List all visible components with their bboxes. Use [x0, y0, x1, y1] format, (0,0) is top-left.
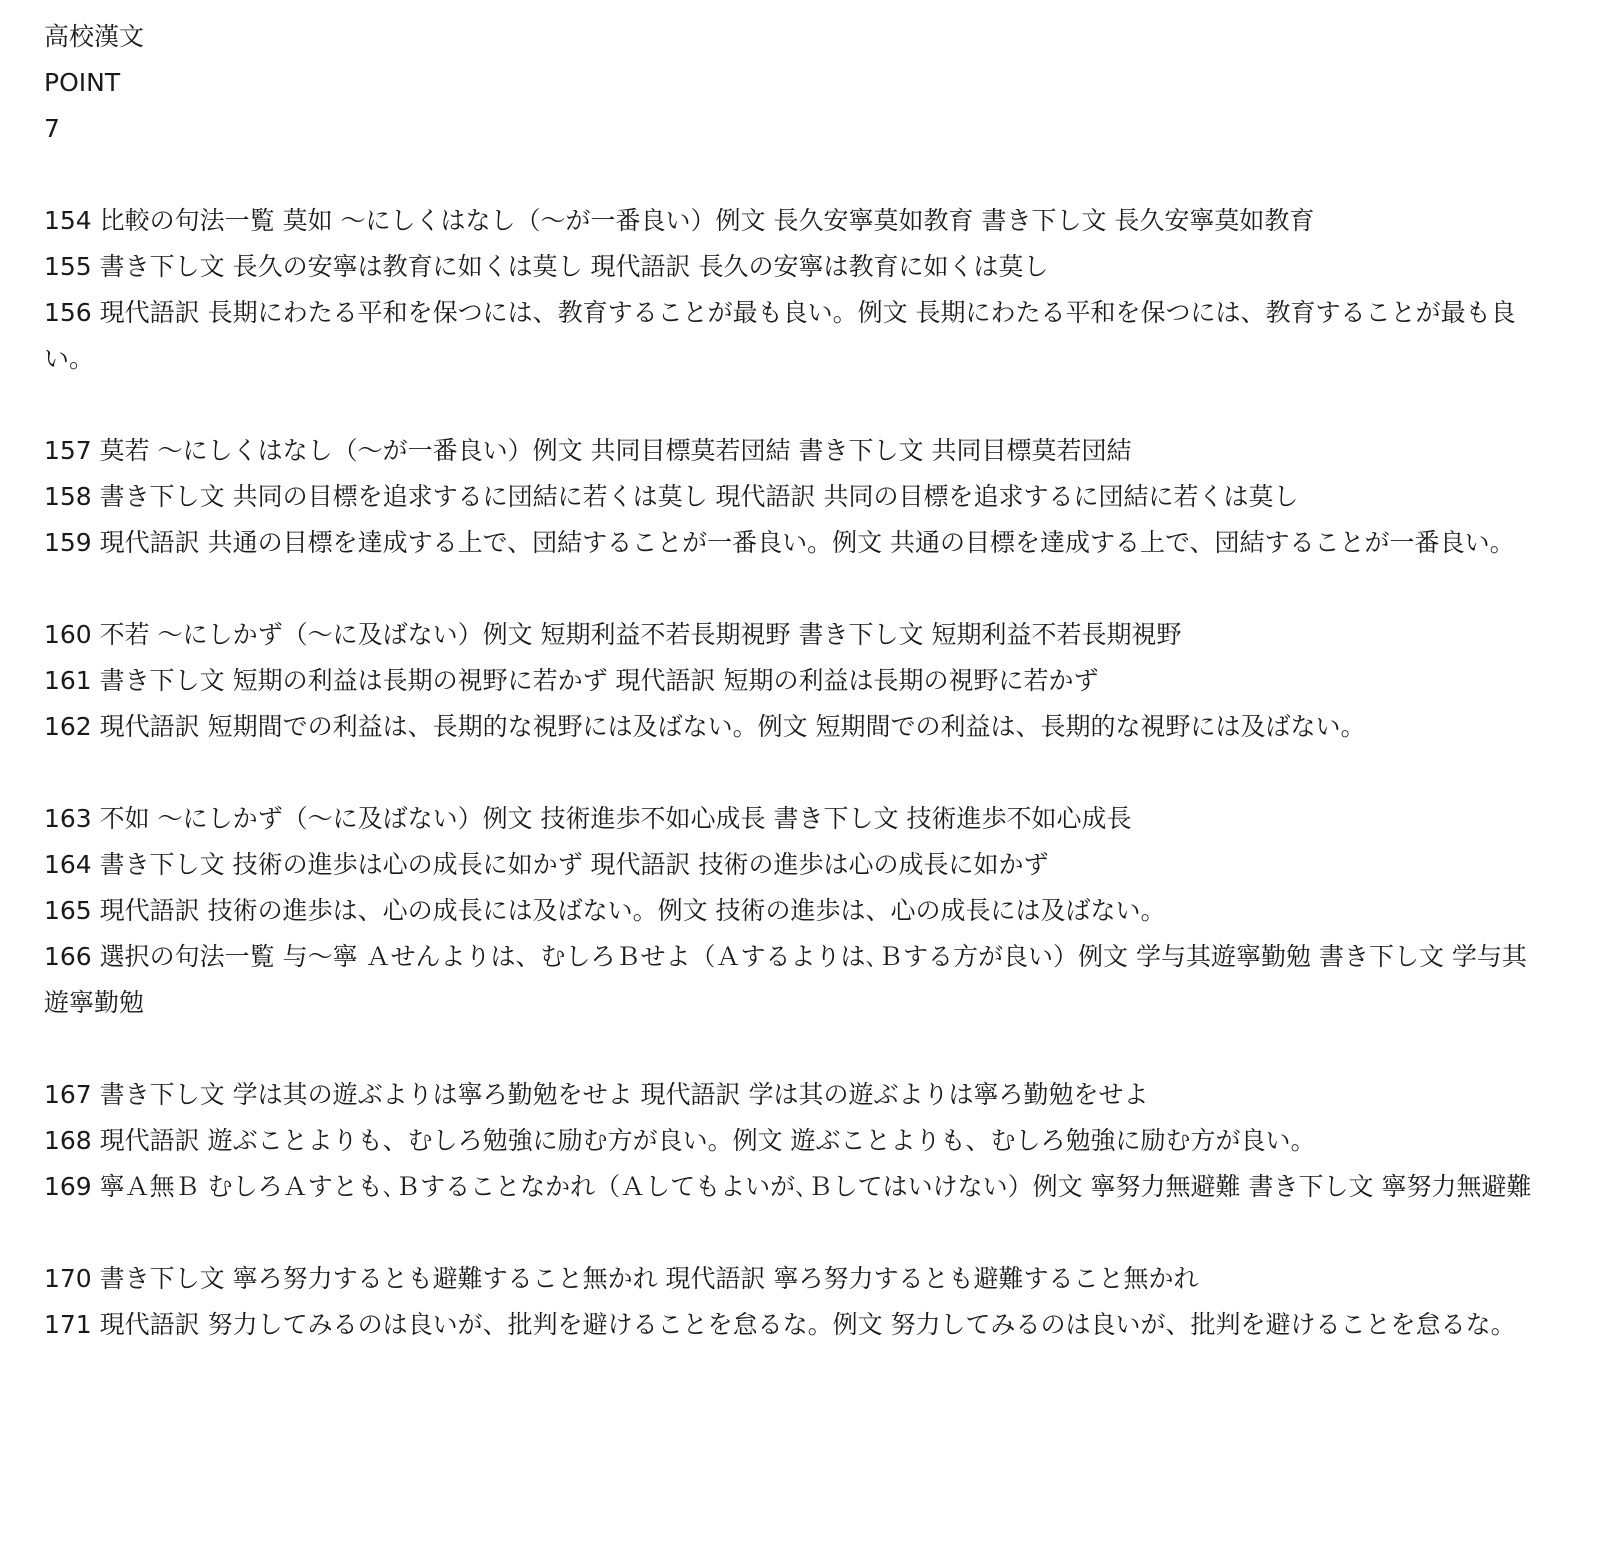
- entry-group-1: [44, 198, 1544, 382]
- point-label: POINT: [44, 68, 121, 97]
- entry-group-5: [44, 1072, 1544, 1210]
- entry-line: 170 書き下し文 寧ろ努力するとも避難すること無かれ 現代語訳 寧ろ努力するとも避難すること無かれ: [44, 1264, 1199, 1293]
- entry-group-4: [44, 796, 1544, 1026]
- entry-group-3: [44, 612, 1544, 750]
- entry-line: 154 比較の句法一覧 莫如 〜にしくはなし（〜が一番良い）例文 長久安寧莫如教育 書き下し文 長久安寧莫如教育: [44, 206, 1315, 235]
- entry-line: 167 書き下し文 学は其の遊ぶよりは寧ろ勤勉をせよ 現代語訳 学は其の遊ぶよりは寧ろ勤勉をせよ: [44, 1080, 1149, 1109]
- blank-line: [44, 152, 1600, 198]
- entry-line: 159 現代語訳 共通の目標を達成する上で、団結することが一番良い。例文 共通の目標を達成する上で、団結することが一番良い。: [44, 528, 1515, 557]
- blank-line: [44, 1026, 1544, 1072]
- entry-line: 156 現代語訳 長期にわたる平和を保つには、教育することが最も良い。例文 長期にわたる平和を保つには、教育することが最も良い。: [44, 298, 1516, 373]
- entry-line: 157 莫若 〜にしくはなし（〜が一番良い）例文 共同目標莫若団結 書き下し文 共同目標莫若団結: [44, 436, 1132, 465]
- entry-line: 168 現代語訳 遊ぶことよりも、むしろ勉強に励む方が良い。例文 遊ぶことよりも、むしろ勉強に励む方が良い。: [44, 1126, 1316, 1155]
- entry-line: 158 書き下し文 共同の目標を追求するに団結に若くは莫し 現代語訳 共同の目標を追求するに団結に若くは莫し: [44, 482, 1299, 511]
- blank-line: [44, 750, 1544, 796]
- subject-title: 高校漢文: [44, 22, 145, 51]
- entry-group-2: [44, 428, 1544, 566]
- entry-line: 171 現代語訳 努力してみるのは良いが、批判を避けることを怠るな。例文 努力してみるのは良いが、批判を避けることを怠るな。: [44, 1310, 1516, 1339]
- entry-list: [44, 198, 1544, 1348]
- entry-line: 163 不如 〜にしかず（〜に及ばない）例文 技術進歩不如心成長 書き下し文 技術進歩不如心成長: [44, 804, 1132, 833]
- entry-line: 160 不若 〜にしかず（〜に及ばない）例文 短期利益不若長期視野 書き下し文 短期利益不若長期視野: [44, 620, 1182, 649]
- point-number: 7: [44, 114, 60, 143]
- entry-line: 164 書き下し文 技術の進歩は心の成長に如かず 現代語訳 技術の進歩は心の成長に如かず: [44, 850, 1049, 879]
- blank-line: [44, 566, 1544, 612]
- entry-line: 161 書き下し文 短期の利益は長期の視野に若かず 現代語訳 短期の利益は長期の視野に若かず: [44, 666, 1099, 695]
- entry-line: 169 寧Ａ無Ｂ むしろＡすとも､Ｂすることなかれ（Ａしてもよいが､Ｂしてはいけない）例文 寧努力無避難 書き下し文 寧努力無避難: [44, 1172, 1532, 1201]
- blank-line: [44, 1210, 1544, 1256]
- entry-group-6: [44, 1256, 1544, 1348]
- blank-line: [44, 382, 1544, 428]
- entry-line: 155 書き下し文 長久の安寧は教育に如くは莫し 現代語訳 長久の安寧は教育に如くは莫し: [44, 252, 1049, 281]
- entry-line: 166 選択の句法一覧 与〜寧 Ａせんよりは、むしろＢせよ（Ａするよりは､Ｂする方が良い）例文 学与其遊寧勤勉 書き下し文 学与其遊寧勤勉: [44, 942, 1527, 1017]
- entry-line: 165 現代語訳 技術の進歩は、心の成長には及ばない。例文 技術の進歩は、心の成長には及ばない。: [44, 896, 1166, 925]
- entry-line: 162 現代語訳 短期間での利益は、長期的な視野には及ばない。例文 短期間での利益は、長期的な視野には及ばない。: [44, 712, 1366, 741]
